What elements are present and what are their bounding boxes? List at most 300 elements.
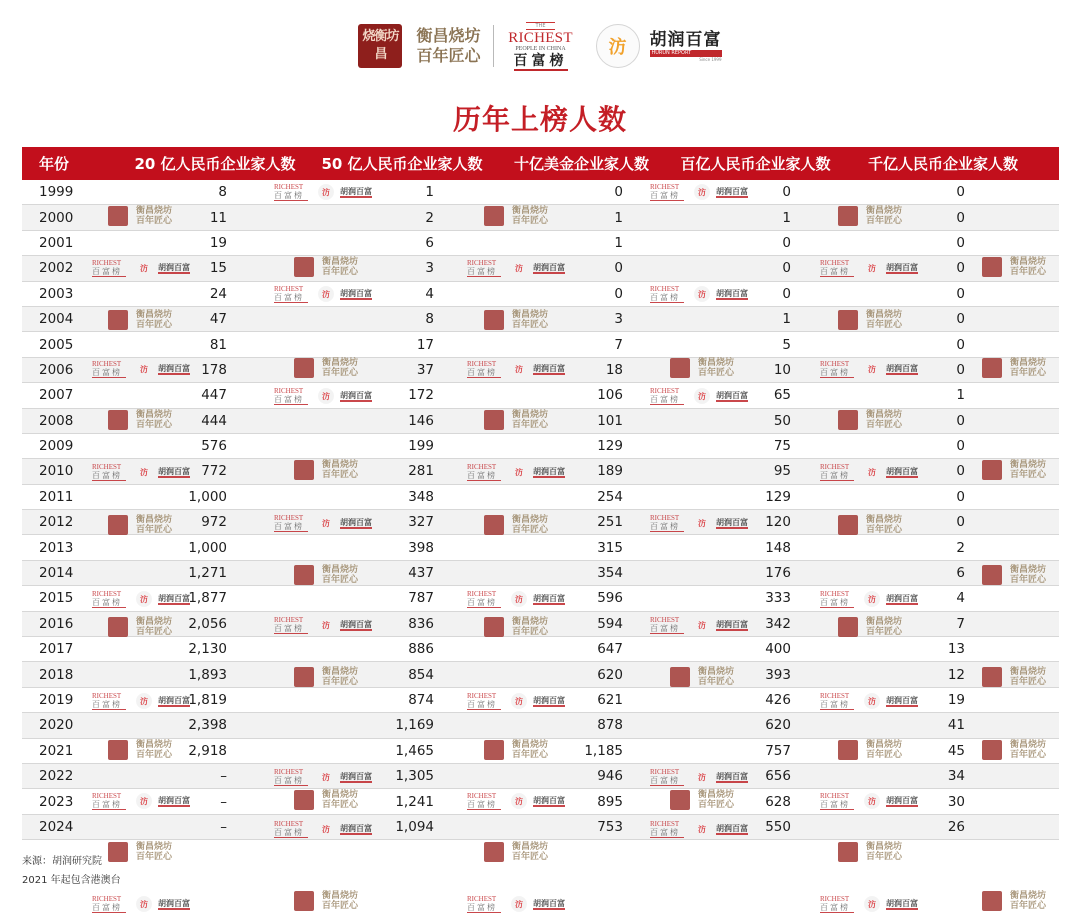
cell-1b-usd: 753 (597, 818, 623, 835)
watermark-hengchang: 衡昌烧坊 百年匠心 (838, 206, 902, 226)
table-row (22, 485, 1059, 510)
watermark-hurun: RICHEST 百富榜 汸 胡润百富 (274, 768, 372, 785)
cell-10b-rmb: 0 (782, 184, 791, 201)
watermark-hengchang: 衡昌烧坊 百年匠心 (982, 460, 1046, 480)
cell-10b-rmb: 620 (765, 717, 791, 734)
watermark-hurun: RICHEST 百富榜 汸 胡润百富 (274, 183, 372, 200)
watermark-hengchang: 衡昌烧坊 百年匠心 (982, 740, 1046, 760)
emblem-icon: 汸 (136, 464, 152, 480)
header-10b-rmb: 百亿人民币企业家人数 (680, 155, 831, 173)
cell-100b-rmb: 45 (947, 742, 965, 759)
cell-100b-rmb: 6 (956, 565, 965, 582)
cell-5b-rmb: 2 (425, 209, 434, 226)
hurun-since: Since 1999 (699, 56, 722, 62)
table-row (22, 256, 1059, 281)
anniversary-emblem-icon: 汸 (596, 24, 640, 68)
richest-title: RICHEST (508, 29, 573, 46)
watermark-hurun: RICHEST 百富榜 汸 胡润百富 (274, 514, 372, 531)
cell-5b-rmb: 1,465 (395, 742, 434, 759)
watermark-hurun: RICHEST 百富榜 汸 胡润百富 (274, 285, 372, 302)
watermark-hurun: RICHEST 百富榜 汸 胡润百富 (467, 590, 565, 607)
richest-list-logo (506, 22, 576, 71)
table-row (22, 739, 1059, 764)
watermark-hengchang: 衡昌烧坊 百年匠心 (982, 565, 1046, 585)
watermark-hengchang: 衡昌烧坊 百年匠心 (484, 617, 548, 637)
cell-5b-rmb: 836 (408, 615, 434, 632)
emblem-icon: 汸 (136, 260, 152, 276)
watermark-hengchang: 衡昌烧坊 百年匠心 (838, 410, 902, 430)
watermark-hengchang: 衡昌烧坊 百年匠心 (982, 358, 1046, 378)
cell-100b-rmb: 7 (956, 615, 965, 632)
cell-2b-rmb: 2,056 (188, 615, 227, 632)
watermark-hengchang: 衡昌烧坊 百年匠心 (108, 617, 172, 637)
table-row (22, 586, 1059, 611)
cell-year: 2011 (39, 488, 74, 505)
emblem-icon: 汸 (694, 821, 710, 837)
cell-year: 2003 (39, 285, 74, 302)
watermark-hurun: RICHEST 百富榜 汸 胡润百富 (650, 616, 748, 633)
table-row (22, 688, 1059, 713)
cell-2b-rmb: 1,819 (188, 692, 227, 708)
seal-icon (484, 842, 504, 862)
hurun-logo (650, 30, 722, 63)
cell-100b-rmb: 26 (947, 818, 965, 835)
cell-1b-usd: 0 (614, 260, 623, 277)
cell-2b-rmb: 1,877 (188, 590, 227, 607)
table-row (22, 282, 1059, 307)
watermark-hengchang: 衡昌烧坊 百年匠心 (294, 565, 358, 585)
cell-2b-rmb: 772 (201, 463, 227, 480)
cell-5b-rmb: 172 (408, 387, 434, 404)
cell-5b-rmb: 398 (408, 539, 434, 556)
watermark-hengchang: 衡昌烧坊 百年匠心 (670, 667, 734, 687)
watermark-hengchang: 衡昌烧坊 百年匠心 (294, 790, 358, 810)
cell-100b-rmb: 0 (956, 285, 965, 302)
watermark-hurun: RICHEST 百富榜 汸 胡润百富 (467, 692, 565, 709)
emblem-icon: 汸 (694, 184, 710, 200)
cell-2b-rmb: 1,000 (188, 539, 227, 556)
cell-10b-rmb: 10 (773, 361, 791, 378)
emblem-icon: 汸 (511, 361, 527, 377)
seal-icon (838, 842, 858, 862)
cell-1b-usd: 620 (597, 666, 623, 683)
cell-2b-rmb: 15 (209, 260, 227, 277)
table-row (22, 561, 1059, 586)
cell-year: 2022 (39, 768, 74, 785)
watermark-hurun: RICHEST 百富榜 汸 胡润百富 (467, 360, 565, 377)
cell-year: 2000 (39, 209, 74, 226)
cell-10b-rmb: 148 (765, 539, 791, 556)
watermark-hengchang: 衡昌烧坊 百年匠心 (982, 667, 1046, 687)
emblem-icon: 汸 (318, 286, 334, 302)
table-row (22, 231, 1059, 256)
cell-1b-usd: 106 (597, 387, 623, 404)
emblem-icon: 汸 (864, 260, 880, 276)
cell-1b-usd: 1,185 (584, 742, 623, 759)
cell-1b-usd: 18 (605, 361, 623, 378)
cell-1b-usd: 594 (597, 615, 623, 632)
table-row (22, 383, 1059, 408)
table-row (22, 205, 1059, 230)
hengchang-seal-logo: 烧衡坊昌 (358, 24, 402, 68)
emblem-icon: 汸 (318, 617, 334, 633)
cell-5b-rmb: 6 (425, 234, 434, 251)
watermark-hurun: RICHEST 百富榜 汸 胡润百富 (820, 692, 918, 709)
cell-5b-rmb: 281 (408, 463, 434, 480)
cell-year: 2015 (39, 590, 74, 607)
watermark-hurun: RICHEST 百富榜 汸 胡润百富 (467, 259, 565, 276)
header-100b-rmb: 千亿人民币企业家人数 (867, 155, 1018, 173)
watermark-hengchang: 衡昌烧坊 百年匠心 (838, 842, 902, 862)
cell-year: 2020 (39, 717, 74, 734)
watermark-hurun: RICHEST 百富榜 汸 胡润百富 (820, 895, 918, 912)
cell-1b-usd: 251 (597, 514, 623, 531)
cell-100b-rmb: 0 (956, 260, 965, 277)
source-note: 来源：胡润研究院 (22, 856, 102, 867)
cell-year: 2001 (39, 234, 74, 251)
footer-notes (22, 852, 121, 890)
cell-10b-rmb: 393 (765, 666, 791, 683)
cell-2b-rmb: 19 (209, 234, 227, 251)
table-row (22, 637, 1059, 662)
watermark-hurun: RICHEST 百富榜 汸 胡润百富 (274, 387, 372, 404)
emblem-icon: 汸 (864, 361, 880, 377)
emblem-icon: 汸 (136, 793, 152, 809)
watermark-hengchang: 衡昌烧坊 百年匠心 (294, 667, 358, 687)
cell-10b-rmb: 50 (773, 412, 791, 429)
watermark-hurun: RICHEST 百富榜 汸 胡润百富 (274, 820, 372, 837)
cell-year: 2021 (39, 742, 74, 759)
cell-10b-rmb: 656 (765, 768, 791, 785)
watermark-hengchang: 衡昌烧坊 百年匠心 (108, 842, 172, 862)
watermark-hengchang: 衡昌烧坊 百年匠心 (484, 410, 548, 430)
emblem-icon: 汸 (136, 591, 152, 607)
cell-year: 2014 (39, 565, 74, 582)
cell-10b-rmb: 342 (765, 615, 791, 632)
watermark-hurun: RICHEST 百富榜 汸 胡润百富 (92, 692, 190, 709)
watermark-hengchang: 衡昌烧坊 百年匠心 (484, 515, 548, 535)
emblem-icon: 汸 (318, 515, 334, 531)
cell-2b-rmb: 24 (209, 285, 227, 302)
cell-2b-rmb: 447 (201, 387, 227, 404)
cell-year: 1999 (39, 184, 74, 201)
cell-year: 2012 (39, 514, 74, 531)
cell-1b-usd: 946 (597, 768, 623, 785)
watermark-hengchang: 衡昌烧坊 百年匠心 (294, 257, 358, 277)
watermark-hurun: RICHEST 百富榜 汸 胡润百富 (274, 616, 372, 633)
cell-100b-rmb: 0 (956, 361, 965, 378)
watermark-hengchang: 衡昌烧坊 百年匠心 (108, 206, 172, 226)
emblem-icon: 汸 (864, 693, 880, 709)
cell-year: 2017 (39, 641, 74, 658)
cell-year: 2002 (39, 260, 74, 277)
cell-2b-rmb: 178 (201, 361, 227, 378)
hurun-cn: 胡润百富 (649, 29, 722, 50)
cell-5b-rmb: 199 (408, 438, 434, 455)
cell-5b-rmb: 1,305 (395, 768, 434, 785)
header-year: 年份 (39, 155, 70, 173)
table-row (22, 789, 1059, 814)
emblem-icon: 汸 (511, 693, 527, 709)
watermark-hengchang: 衡昌烧坊 百年匠心 (838, 740, 902, 760)
cell-2b-rmb: 2,918 (188, 742, 227, 759)
watermark-hengchang: 衡昌烧坊 百年匠心 (294, 358, 358, 378)
cell-5b-rmb: 854 (408, 666, 434, 683)
watermark-hurun: RICHEST 百富榜 汸 胡润百富 (650, 183, 748, 200)
cell-1b-usd: 254 (597, 488, 623, 505)
cell-2b-rmb: 1,000 (188, 488, 227, 505)
watermark-hurun: RICHEST 百富榜 汸 胡润百富 (820, 463, 918, 480)
watermark-hengchang: 衡昌烧坊 百年匠心 (108, 410, 172, 430)
cell-year: 2023 (39, 793, 74, 810)
cell-1b-usd: 3 (614, 311, 623, 328)
table-row (22, 713, 1059, 738)
hurun-en: HURUN REPORT (650, 50, 722, 57)
cell-100b-rmb: 19 (947, 692, 965, 708)
watermark-hurun: RICHEST 百富榜 汸 胡润百富 (650, 387, 748, 404)
cell-5b-rmb: 1,094 (395, 818, 434, 835)
cell-5b-rmb: 8 (425, 311, 434, 328)
cell-100b-rmb: 0 (956, 234, 965, 251)
cell-5b-rmb: 327 (408, 514, 434, 531)
cell-5b-rmb: 17 (416, 336, 434, 353)
cell-10b-rmb: 1 (782, 311, 791, 328)
watermark-hengchang: 衡昌烧坊 百年匠心 (670, 358, 734, 378)
cell-2b-rmb: – (220, 768, 227, 785)
cell-2b-rmb: 11 (209, 209, 227, 226)
watermark-hurun: RICHEST 百富榜 汸 胡润百富 (820, 792, 918, 809)
table-row (22, 180, 1059, 205)
cell-1b-usd: 0 (614, 184, 623, 201)
table-row (22, 358, 1059, 383)
cell-5b-rmb: 886 (408, 641, 434, 658)
cell-1b-usd: 0 (614, 285, 623, 302)
table-row (22, 409, 1059, 434)
table-row (22, 815, 1059, 840)
emblem-icon: 汸 (136, 896, 152, 912)
cell-1b-usd: 895 (597, 793, 623, 810)
table-row (22, 612, 1059, 637)
cell-year: 2018 (39, 666, 74, 683)
cell-2b-rmb: 2,130 (188, 641, 227, 658)
emblem-icon: 汸 (511, 464, 527, 480)
cell-2b-rmb: 2,398 (188, 717, 227, 734)
watermark-hengchang: 衡昌烧坊 百年匠心 (670, 790, 734, 810)
emblem-icon: 汸 (136, 361, 152, 377)
cell-100b-rmb: 0 (956, 336, 965, 353)
watermark-hengchang: 衡昌烧坊 百年匠心 (294, 891, 358, 911)
cell-1b-usd: 647 (597, 641, 623, 658)
cell-5b-rmb: 37 (416, 361, 434, 378)
cell-10b-rmb: 1 (782, 209, 791, 226)
table-row (22, 332, 1059, 357)
cell-year: 2007 (39, 387, 74, 404)
richest-cn: 百富榜 (513, 52, 568, 69)
emblem-icon: 汸 (511, 591, 527, 607)
watermark-hurun: RICHEST 百富榜 汸 胡润百富 (820, 360, 918, 377)
cell-100b-rmb: 4 (956, 590, 965, 607)
cell-10b-rmb: 628 (765, 793, 791, 810)
cell-100b-rmb: 0 (956, 463, 965, 480)
emblem-icon: 汸 (694, 286, 710, 302)
emblem-icon: 汸 (864, 793, 880, 809)
cell-year: 2005 (39, 336, 74, 353)
cell-100b-rmb: 12 (947, 666, 965, 683)
cell-1b-usd: 878 (597, 717, 623, 734)
table-row (22, 307, 1059, 332)
hengchang-brand-text (416, 26, 480, 66)
cell-10b-rmb: 5 (782, 336, 791, 353)
header-2b-rmb: 20 亿人民币企业家人数 (134, 155, 296, 173)
cell-10b-rmb: 0 (782, 234, 791, 251)
cell-10b-rmb: 757 (765, 742, 791, 759)
richest-subtitle: PEOPLE IN CHINA (515, 45, 566, 52)
cell-5b-rmb: 3 (425, 260, 434, 277)
cell-10b-rmb: 120 (765, 514, 791, 531)
watermark-hurun: RICHEST 百富榜 汸 胡润百富 (467, 463, 565, 480)
emblem-icon: 汸 (694, 388, 710, 404)
cell-1b-usd: 354 (597, 565, 623, 582)
table-row (22, 459, 1059, 484)
cell-100b-rmb: 0 (956, 438, 965, 455)
cell-10b-rmb: 129 (765, 488, 791, 505)
cell-100b-rmb: 0 (956, 209, 965, 226)
emblem-icon: 汸 (864, 896, 880, 912)
cell-1b-usd: 1 (614, 209, 623, 226)
header-1b-usd: 十亿美金企业家人数 (513, 155, 649, 173)
header-logo-bar (0, 18, 1080, 74)
seal-icon (982, 891, 1002, 911)
watermark-hurun: RICHEST 百富榜 汸 胡润百富 (92, 360, 190, 377)
watermark-hurun: RICHEST 百富榜 汸 胡润百富 (650, 514, 748, 531)
cell-5b-rmb: 1,241 (395, 793, 434, 810)
cell-100b-rmb: 0 (956, 488, 965, 505)
cell-year: 2010 (39, 463, 74, 480)
cell-10b-rmb: 65 (773, 387, 791, 404)
watermark-hurun: RICHEST 百富榜 汸 胡润百富 (92, 463, 190, 480)
cell-year: 2009 (39, 438, 74, 455)
emblem-icon: 汸 (318, 184, 334, 200)
watermark-hurun: RICHEST 百富榜 汸 胡润百富 (467, 792, 565, 809)
cell-10b-rmb: 400 (765, 641, 791, 658)
cell-year: 2006 (39, 361, 74, 378)
watermark-hurun: RICHEST 百富榜 汸 胡润百富 (467, 895, 565, 912)
cell-2b-rmb: 8 (218, 184, 227, 201)
richest-the: THE (526, 22, 556, 30)
cell-year: 2013 (39, 539, 74, 556)
emblem-icon: 汸 (511, 260, 527, 276)
cell-1b-usd: 101 (597, 412, 623, 429)
emblem-icon: 汸 (864, 591, 880, 607)
table-row (22, 764, 1059, 789)
emblem-icon: 汸 (511, 793, 527, 809)
cell-1b-usd: 621 (597, 692, 623, 708)
watermark-hengchang: 衡昌烧坊 百年匠心 (108, 515, 172, 535)
watermark-hengchang: 衡昌烧坊 百年匠心 (484, 206, 548, 226)
cell-year: 2019 (39, 692, 74, 708)
coverage-note: 2021 年起包含港澳台 (22, 875, 121, 886)
cell-1b-usd: 596 (597, 590, 623, 607)
cell-2b-rmb: 47 (209, 311, 227, 328)
cell-10b-rmb: 550 (765, 818, 791, 835)
cell-2b-rmb: 81 (209, 336, 227, 353)
watermark-hengchang: 衡昌烧坊 百年匠心 (838, 310, 902, 330)
watermark-hengchang: 衡昌烧坊 百年匠心 (838, 617, 902, 637)
cell-2b-rmb: 972 (201, 514, 227, 531)
watermark-hengchang: 衡昌烧坊 百年匠心 (982, 257, 1046, 277)
brand-line-2: 百年匠心 (416, 46, 481, 65)
cell-100b-rmb: 2 (956, 539, 965, 556)
cell-10b-rmb: 95 (773, 463, 791, 480)
cell-100b-rmb: 0 (956, 311, 965, 328)
logo-divider (493, 25, 494, 67)
cell-5b-rmb: 787 (408, 590, 434, 607)
cell-1b-usd: 189 (597, 463, 623, 480)
emblem-icon: 汸 (318, 388, 334, 404)
cell-10b-rmb: 0 (782, 260, 791, 277)
cell-100b-rmb: 34 (947, 768, 965, 785)
watermark-hurun: RICHEST 百富榜 汸 胡润百富 (650, 768, 748, 785)
cell-year: 2004 (39, 311, 74, 328)
cell-5b-rmb: 4 (425, 285, 434, 302)
cell-10b-rmb: 333 (765, 590, 791, 607)
watermark-hurun: RICHEST 百富榜 汸 胡润百富 (92, 590, 190, 607)
watermark-hurun: RICHEST 百富榜 汸 胡润百富 (820, 259, 918, 276)
table-row (22, 510, 1059, 535)
cell-100b-rmb: 30 (947, 793, 965, 810)
cell-5b-rmb: 874 (408, 692, 434, 708)
table-row (22, 535, 1059, 560)
cell-1b-usd: 1 (614, 234, 623, 251)
cell-5b-rmb: 146 (408, 412, 434, 429)
watermark-hengchang: 衡昌烧坊 百年匠心 (294, 460, 358, 480)
cell-10b-rmb: 0 (782, 285, 791, 302)
cell-100b-rmb: 0 (956, 412, 965, 429)
brand-line-1: 衡昌烧坊 (416, 26, 481, 45)
emblem-icon: 汸 (694, 515, 710, 531)
watermark-hengchang: 衡昌烧坊 百年匠心 (108, 740, 172, 760)
cell-2b-rmb: 1,893 (188, 666, 227, 683)
cell-1b-usd: 315 (597, 539, 623, 556)
cell-10b-rmb: 426 (765, 692, 791, 708)
cell-10b-rmb: 176 (765, 565, 791, 582)
cell-100b-rmb: 13 (947, 641, 965, 658)
watermark-hurun: RICHEST 百富榜 汸 胡润百富 (92, 895, 190, 912)
watermark-hurun: RICHEST 百富榜 汸 胡润百富 (92, 792, 190, 809)
header-5b-rmb: 50 亿人民币企业家人数 (321, 155, 483, 173)
watermark-hurun: RICHEST 百富榜 汸 胡润百富 (650, 285, 748, 302)
watermark-hengchang: 衡昌烧坊 百年匠心 (982, 891, 1046, 911)
emblem-icon: 汸 (511, 896, 527, 912)
cell-2b-rmb: 576 (201, 438, 227, 455)
watermark-hengchang: 衡昌烧坊 百年匠心 (484, 842, 548, 862)
emblem-icon: 汸 (318, 821, 334, 837)
cell-5b-rmb: 1 (425, 184, 434, 201)
cell-100b-rmb: 41 (947, 717, 965, 734)
cell-2b-rmb: 1,271 (188, 565, 227, 582)
cell-1b-usd: 129 (597, 438, 623, 455)
cell-year: 2024 (39, 818, 74, 835)
cell-2b-rmb: 444 (201, 412, 227, 429)
table-row (22, 662, 1059, 687)
cell-5b-rmb: 437 (408, 565, 434, 582)
cell-5b-rmb: 348 (408, 488, 434, 505)
watermark-hurun: RICHEST 百富榜 汸 胡润百富 (92, 259, 190, 276)
emblem-icon: 汸 (864, 464, 880, 480)
page-title: 历年上榜人数 (452, 103, 627, 136)
watermark-hurun: RICHEST 百富榜 汸 胡润百富 (650, 820, 748, 837)
cell-100b-rmb: 0 (956, 184, 965, 201)
